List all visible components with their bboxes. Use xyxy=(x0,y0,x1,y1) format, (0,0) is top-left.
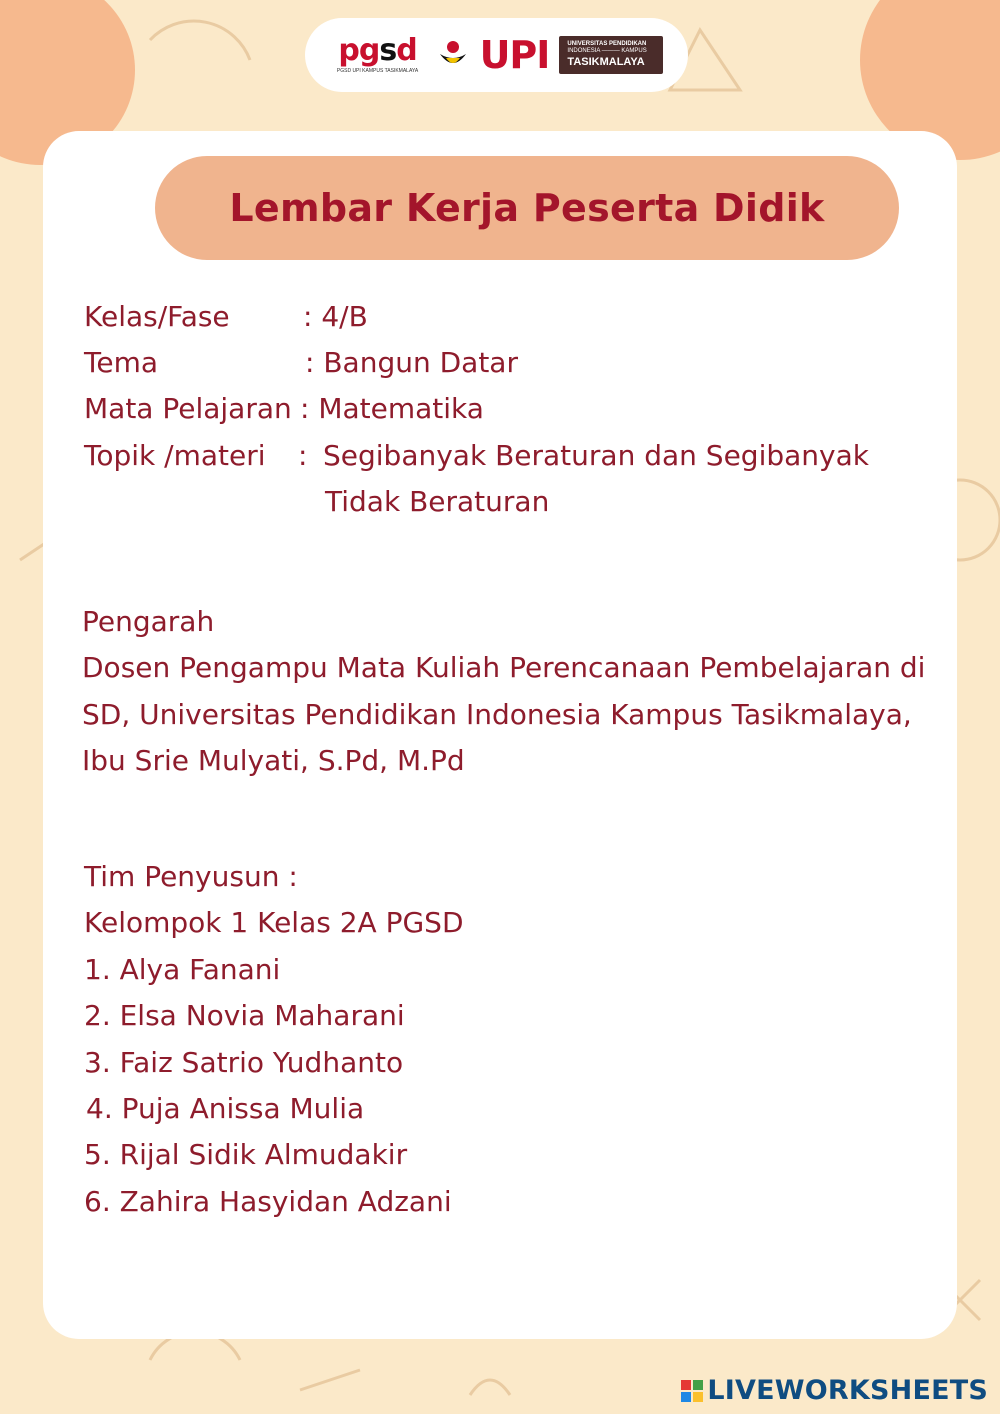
member-item: 1. Alya Fanani xyxy=(84,953,281,986)
title-banner xyxy=(155,156,899,260)
member-item: 4. Puja Anissa Mulia xyxy=(86,1092,365,1125)
pengarah-line-2: SD, Universitas Pendidikan Indonesia Kampus Tasikmalaya, xyxy=(82,698,912,731)
liveworksheets-logo-icon xyxy=(681,1380,703,1402)
member-item: 6. Zahira Hasyidan Adzani xyxy=(84,1185,452,1218)
topik-value-line-1: Segibanyak Beraturan dan Segibanyak xyxy=(323,439,869,472)
member-item: 2. Elsa Novia Maharani xyxy=(84,999,405,1032)
page-title: Lembar Kerja Peserta Didik xyxy=(229,186,825,230)
pgsd-caption: PGSD UPI KAMPUS TASIKMALAYA xyxy=(336,68,419,74)
pengarah-line-3: Ibu Srie Mulyati, S.Pd, M.Pd xyxy=(82,744,465,777)
pgsd-logo xyxy=(330,33,426,74)
pengarah-heading: Pengarah xyxy=(82,605,215,638)
topik-separator: : xyxy=(298,439,308,472)
campus-line-3: TASIKMALAYA xyxy=(567,56,645,68)
logo-banner xyxy=(305,18,688,92)
mapel-label: Mata Pelajaran xyxy=(84,392,292,425)
pengarah-line-1: Dosen Pengampu Mata Kuliah Perencanaan Pembelajaran di xyxy=(82,651,926,684)
tim-group: Kelompok 1 Kelas 2A PGSD xyxy=(84,906,464,939)
topik-value-line-2: Tidak Beraturan xyxy=(325,485,550,518)
mapel-value: : Matematika xyxy=(300,392,484,425)
kelas-label: Kelas/Fase xyxy=(84,300,230,333)
member-item: 5. Rijal Sidik Almudakir xyxy=(84,1138,408,1171)
member-item: 3. Faiz Satrio Yudhanto xyxy=(84,1046,404,1079)
liveworksheets-brand[interactable] xyxy=(681,1375,988,1406)
pgsd-wordmark: pgsd xyxy=(338,33,417,68)
kelas-value: : 4/B xyxy=(303,300,368,333)
campus-label xyxy=(559,36,663,74)
topik-label: Topik /materi xyxy=(84,439,266,472)
liveworksheets-text: LIVEWORKSHEETS xyxy=(707,1375,988,1406)
campus-line-2: INDONESIA ——— KAMPUS xyxy=(567,48,647,54)
upi-wordmark: UPI xyxy=(479,33,550,77)
campus-line-1: UNIVERSITAS PENDIDIKAN xyxy=(567,41,647,47)
tim-heading: Tim Penyusun : xyxy=(84,860,298,893)
upi-emblem-icon xyxy=(436,38,470,72)
tema-label: Tema xyxy=(84,346,159,379)
tema-value: : Bangun Datar xyxy=(305,346,518,379)
